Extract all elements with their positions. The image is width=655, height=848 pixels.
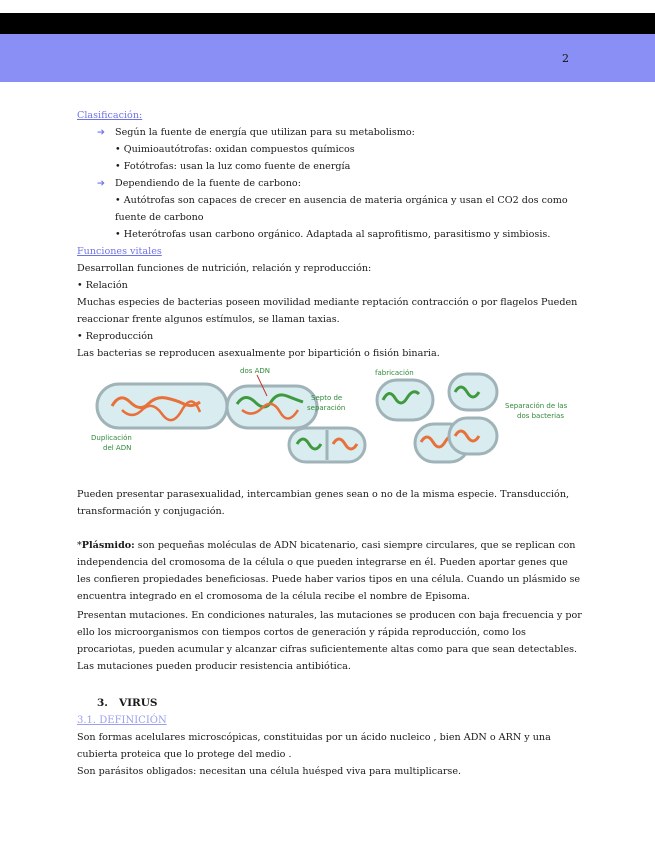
top-black-bar — [0, 13, 655, 34]
mutaciones-paragraph: Presentan mutaciones. En condiciones naturales, las mutaciones se producen con baja frecuencia y por ello los microorganismos con tiempos cortos de generación y rápida reproducción, como los procariotas, pueden acumular y alcanzar cifras suficientemente altas como para que sean detectables. Las mutaciones pueden producir resistencia antibiótica. — [77, 610, 582, 672]
list-item: • Autótrofas son capaces de crecer en ausencia de materia orgánica y usan el CO2 dos como fuente de carbono — [115, 195, 568, 223]
virus-heading — [77, 695, 582, 712]
arrow-right-icon: ➔ — [97, 127, 106, 138]
label-duplicacion-1: Duplicación — [91, 434, 132, 442]
spacer — [77, 520, 582, 537]
label-septo-2: separación — [307, 404, 346, 412]
asterisk: * — [77, 540, 82, 551]
header-band — [0, 34, 655, 82]
virus-number: 3. — [97, 697, 108, 709]
binary-fission-illustration — [77, 366, 582, 466]
reproduccion-title: • Reproducción — [77, 331, 154, 342]
parasexualidad-paragraph: Pueden presentar parasexualidad, intercambian genes sean o no de la misma especie. Transducción, transformación y conjugación. — [77, 489, 570, 517]
list-item: • Fotótrofas: usan la luz como fuente de energía — [115, 161, 351, 172]
virus-title: VIRUS — [118, 697, 158, 709]
carbon-criterion — [77, 175, 582, 192]
section-link-funciones-vitales[interactable]: Funciones vitales — [77, 246, 162, 257]
label-separacion-1: Separación de las — [505, 402, 568, 410]
document-body — [77, 107, 582, 780]
page-number: 2 — [562, 52, 569, 65]
binary-fission-figure — [77, 366, 582, 466]
reproduccion-text: Las bacterias se reproducen asexualmente por bipartición o fisión binaria. — [77, 348, 440, 359]
energy-criterion — [77, 124, 582, 141]
plasmido-text: son pequeñas moléculas de ADN bicatenario, casi siempre circulares, que se replican con independencia del cromosoma de la célula o que pueden integrarse en él. Pueden aportar genes que les confieren propiedades beneficiosas. Puede haber varios tipos en una célula. Cuando un plásmido se encuentra integrado en el cromosoma de la célula recibe el nombre de Episoma. — [77, 540, 581, 602]
virus-paragraph-1: Son formas acelulares microscópicas, constituidas por un ácido nucleico , bien ADN o ARN y una cubierta proteica que lo protege del medio . — [77, 732, 551, 760]
label-septo-1: Septo de — [311, 394, 343, 402]
list-item: • Heterótrofas usan carbono orgánico. Adaptada al saprofitismo, parasitismo y simbiosis. — [115, 229, 551, 240]
section-link-definicion[interactable]: 3.1. DEFINICIÓN — [77, 715, 167, 726]
label-duplicacion-2: del ADN — [103, 444, 132, 452]
list-item: • Quimioautótrofas: oxidan compuestos químicos — [115, 144, 355, 155]
arrow-right-icon: ➔ — [97, 178, 106, 189]
relacion-title: • Relación — [77, 280, 128, 291]
label-dos-adn: dos ADN — [240, 367, 271, 375]
carbon-label: Dependiendo de la fuente de carbono: — [115, 178, 301, 189]
section-link-clasificacion[interactable]: Clasificación: — [77, 110, 143, 121]
plasmido-paragraph — [77, 537, 582, 605]
virus-paragraph-2: Son parásitos obligados: necesitan una célula huésped viva para multiplicarse. — [77, 766, 462, 777]
relacion-text: Muchas especies de bacterias poseen movilidad mediante reptación contracción o por flagelos Pueden reaccionar frente algunos estímulos, se llaman taxias. — [77, 297, 578, 325]
energy-label: Según la fuente de energía que utilizan para su metabolismo: — [115, 127, 415, 138]
plasmido-term: Plásmido: — [81, 540, 135, 551]
label-fabricacion: fabricación — [375, 369, 414, 377]
funciones-intro: Desarrollan funciones de nutrición, relación y reproducción: — [77, 263, 372, 274]
label-separacion-2: dos bacterias — [517, 412, 564, 420]
